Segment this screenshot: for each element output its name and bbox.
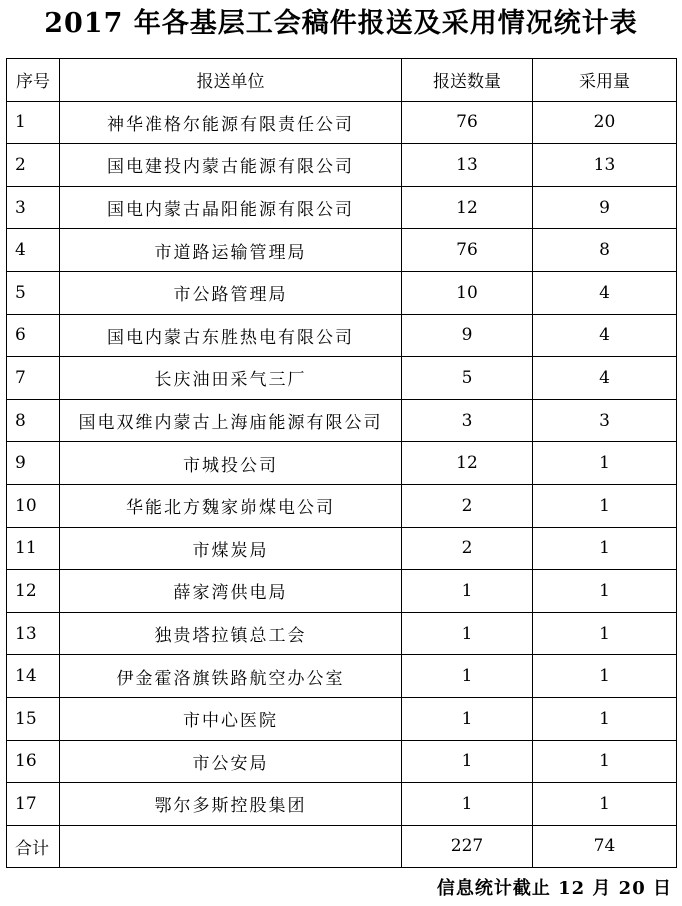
cell-unit: 薛家湾供电局 [60, 570, 402, 613]
total-label: 合计 [7, 825, 60, 868]
cell-adopted: 1 [533, 484, 677, 527]
cell-submitted: 3 [402, 399, 533, 442]
cell-adopted: 1 [533, 655, 677, 698]
cell-adopted: 1 [533, 527, 677, 570]
table-row [7, 570, 677, 613]
cell-adopted: 1 [533, 783, 677, 826]
cell-index: 12 [7, 570, 60, 613]
cell-index: 5 [7, 271, 60, 314]
cell-index: 13 [7, 612, 60, 655]
cell-adopted: 1 [533, 697, 677, 740]
cell-adopted: 13 [533, 144, 677, 187]
cell-unit: 市城投公司 [60, 442, 402, 485]
cell-adopted: 1 [533, 442, 677, 485]
cell-index: 4 [7, 229, 60, 272]
table-body [7, 101, 677, 825]
cell-adopted: 3 [533, 399, 677, 442]
cell-adopted: 9 [533, 186, 677, 229]
total-row [7, 825, 677, 868]
cell-index: 1 [7, 101, 60, 144]
cell-submitted: 2 [402, 484, 533, 527]
table-row [7, 229, 677, 272]
cell-submitted: 1 [402, 783, 533, 826]
cell-unit: 国电内蒙古东胜热电有限公司 [60, 314, 402, 357]
cell-index: 2 [7, 144, 60, 187]
cell-submitted: 1 [402, 570, 533, 613]
table-header-row [7, 59, 677, 102]
cell-index: 7 [7, 357, 60, 400]
cell-adopted: 8 [533, 229, 677, 272]
table-row [7, 612, 677, 655]
table-row [7, 527, 677, 570]
total-submitted: 227 [402, 825, 533, 868]
cell-submitted: 10 [402, 271, 533, 314]
cell-unit: 鄂尔多斯控股集团 [60, 783, 402, 826]
header-adopted: 采用量 [533, 59, 677, 102]
cell-adopted: 4 [533, 314, 677, 357]
cell-index: 3 [7, 186, 60, 229]
cell-unit: 市中心医院 [60, 697, 402, 740]
total-unit-cell [60, 825, 402, 868]
cell-submitted: 1 [402, 612, 533, 655]
cell-unit: 市道路运输管理局 [60, 229, 402, 272]
cell-adopted: 1 [533, 570, 677, 613]
cell-unit: 长庆油田采气三厂 [60, 357, 402, 400]
total-adopted: 74 [533, 825, 677, 868]
cell-adopted: 4 [533, 271, 677, 314]
cell-unit: 伊金霍洛旗铁路航空办公室 [60, 655, 402, 698]
header-index: 序号 [7, 59, 60, 102]
table-row [7, 442, 677, 485]
cell-index: 17 [7, 783, 60, 826]
table-row [7, 357, 677, 400]
cell-submitted: 13 [402, 144, 533, 187]
cell-submitted: 1 [402, 655, 533, 698]
cell-unit: 国电双维内蒙古上海庙能源有限公司 [60, 399, 402, 442]
cell-index: 14 [7, 655, 60, 698]
table-row [7, 101, 677, 144]
cell-submitted: 9 [402, 314, 533, 357]
cell-unit: 国电建投内蒙古能源有限公司 [60, 144, 402, 187]
cell-unit: 市煤炭局 [60, 527, 402, 570]
table-row [7, 484, 677, 527]
cell-submitted: 1 [402, 740, 533, 783]
cell-submitted: 12 [402, 442, 533, 485]
cell-index: 16 [7, 740, 60, 783]
cell-submitted: 5 [402, 357, 533, 400]
table-row [7, 740, 677, 783]
statistics-table [6, 58, 677, 868]
cell-unit: 国电内蒙古晶阳能源有限公司 [60, 186, 402, 229]
table-row [7, 655, 677, 698]
cell-submitted: 76 [402, 229, 533, 272]
cell-submitted: 1 [402, 697, 533, 740]
cell-adopted: 1 [533, 740, 677, 783]
cell-unit: 华能北方魏家峁煤电公司 [60, 484, 402, 527]
cell-unit: 市公路管理局 [60, 271, 402, 314]
table-row [7, 783, 677, 826]
cell-index: 9 [7, 442, 60, 485]
table-row [7, 271, 677, 314]
cell-index: 6 [7, 314, 60, 357]
cell-index: 11 [7, 527, 60, 570]
table-row [7, 399, 677, 442]
cell-adopted: 1 [533, 612, 677, 655]
cell-submitted: 12 [402, 186, 533, 229]
cell-submitted: 2 [402, 527, 533, 570]
cell-unit: 独贵塔拉镇总工会 [60, 612, 402, 655]
table-row [7, 314, 677, 357]
statistics-cutoff-note: 信息统计截止 12 月 20 日 [436, 878, 672, 899]
cell-submitted: 76 [402, 101, 533, 144]
cell-index: 10 [7, 484, 60, 527]
cell-index: 8 [7, 399, 60, 442]
table-row [7, 144, 677, 187]
cell-adopted: 4 [533, 357, 677, 400]
table-row [7, 697, 677, 740]
cell-index: 15 [7, 697, 60, 740]
table-row [7, 186, 677, 229]
header-unit: 报送单位 [60, 59, 402, 102]
header-submitted: 报送数量 [402, 59, 533, 102]
page-title: 2017 年各基层工会稿件报送及采用情况统计表 [44, 8, 638, 39]
cell-adopted: 20 [533, 101, 677, 144]
cell-unit: 市公安局 [60, 740, 402, 783]
cell-unit: 神华准格尔能源有限责任公司 [60, 101, 402, 144]
